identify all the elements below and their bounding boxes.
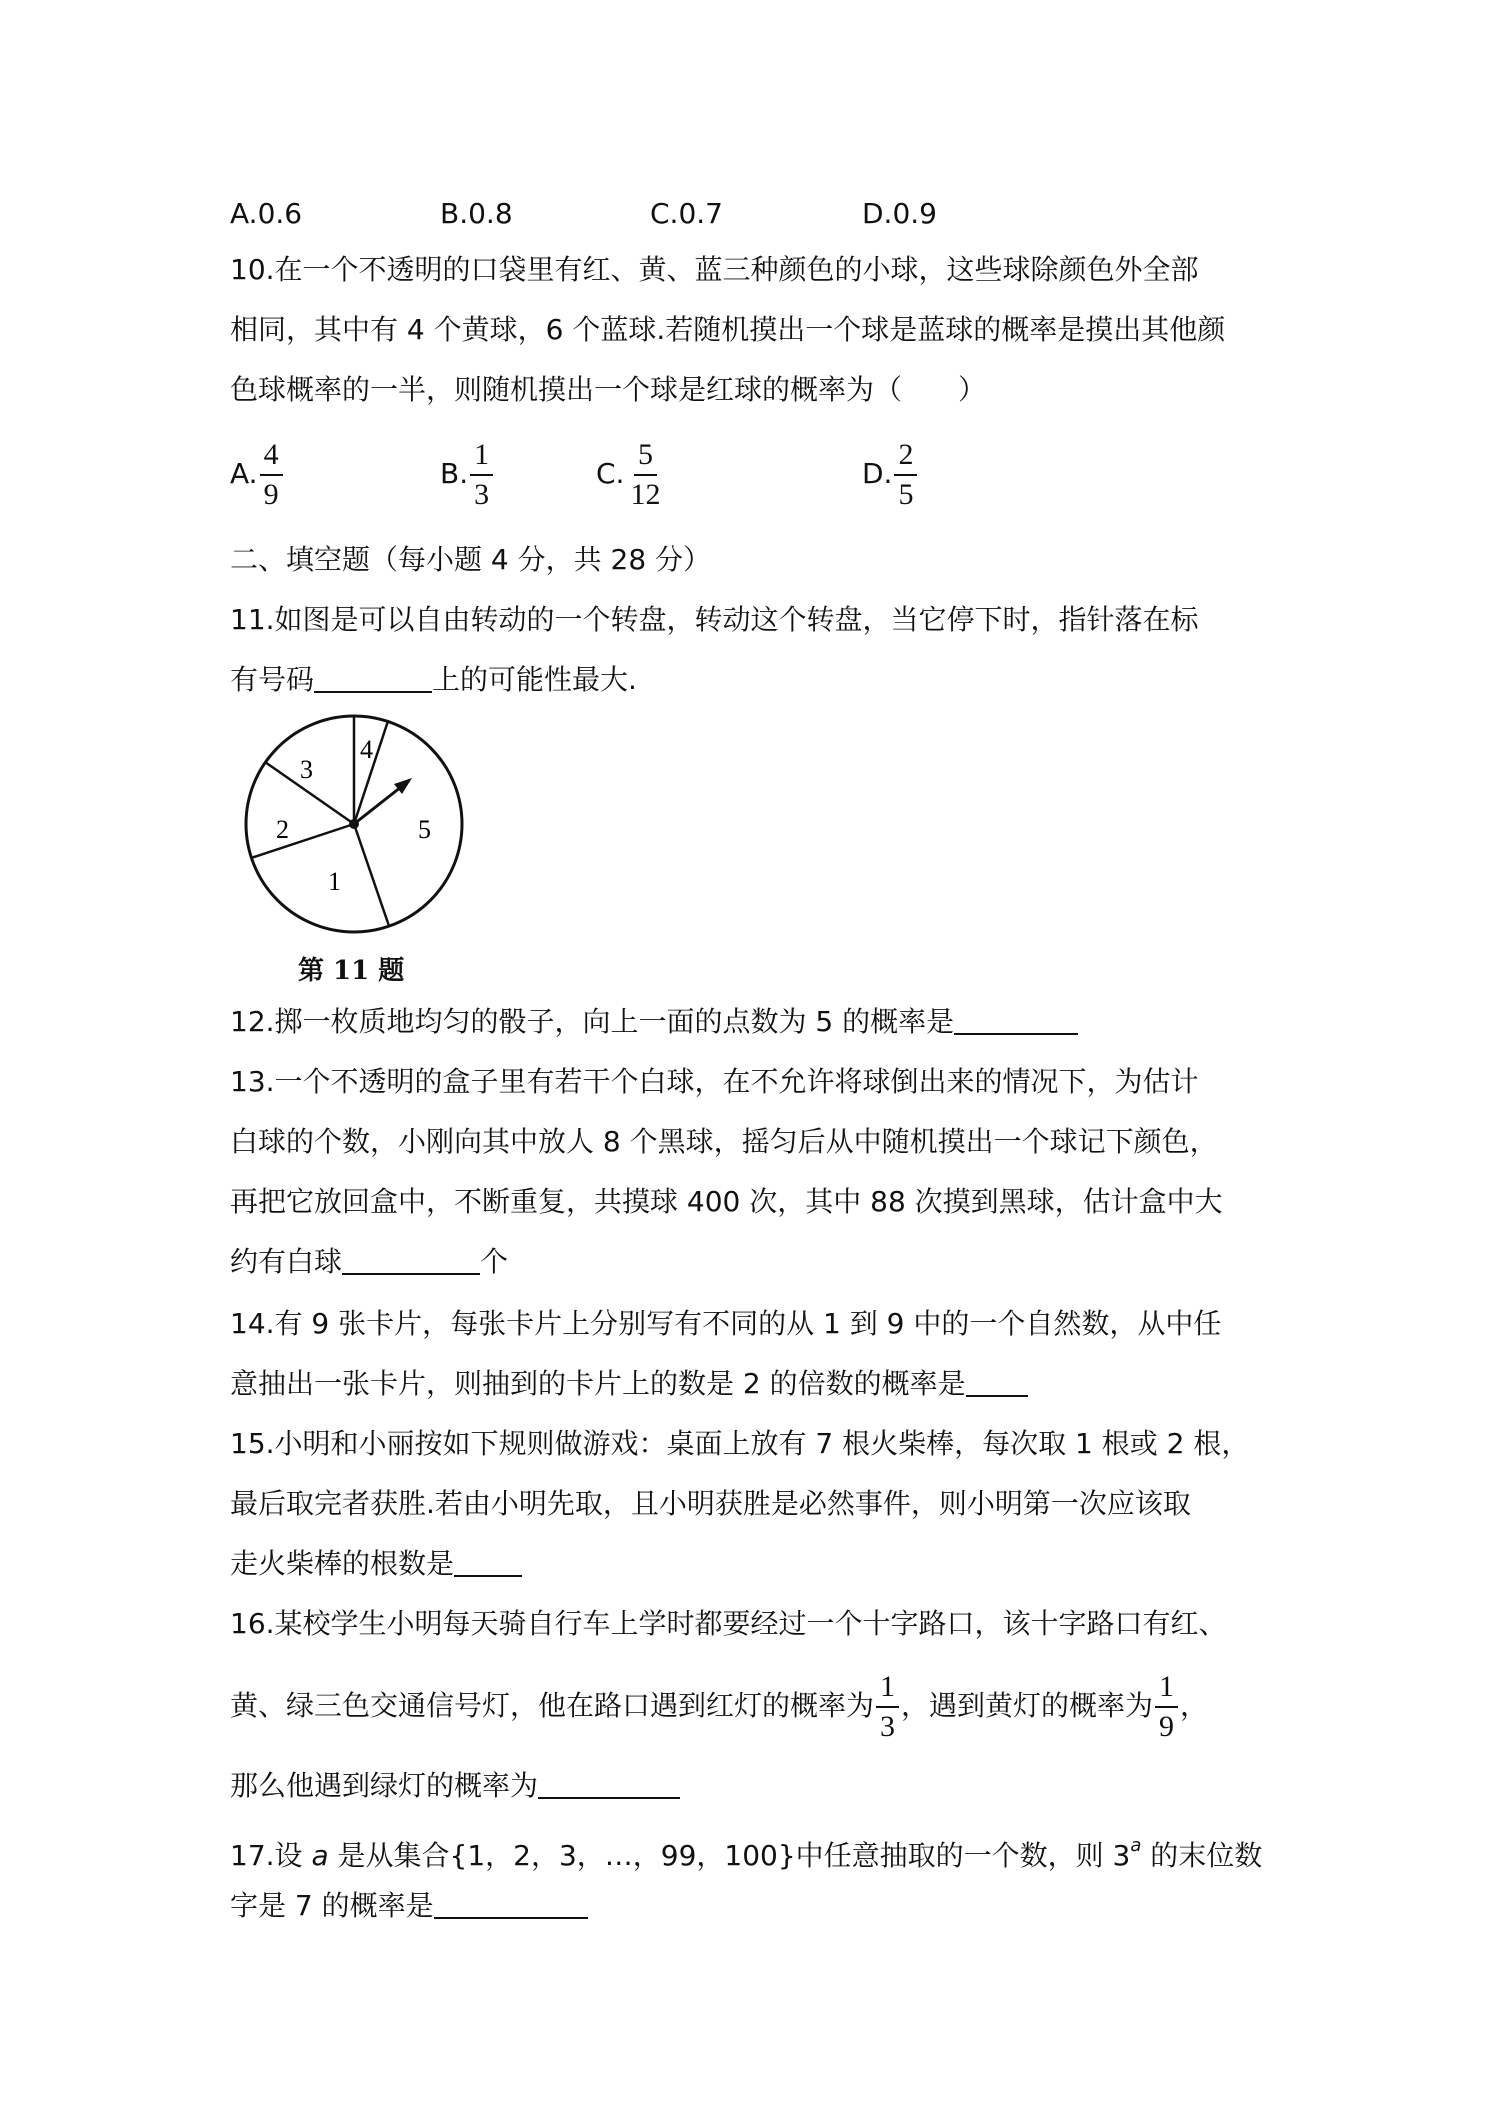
q10-option-a (230, 438, 285, 512)
option-label: C. (596, 457, 625, 490)
sector-label-3: 3 (300, 755, 313, 784)
section-title: 二、填空题（每小题 4 分，共 28 分） (230, 543, 712, 576)
numerator: 1 (876, 1670, 899, 1708)
numerator: 1 (470, 438, 493, 476)
q16-line-3 (230, 1766, 680, 1806)
q9-option-d: D.0.9 (862, 197, 937, 230)
fraction (260, 438, 283, 512)
numerator: 4 (260, 438, 283, 476)
q17-text: 字是 7 的概率是 (230, 1889, 434, 1922)
q15-line-1: 15.小明和小丽按如下规则做游戏：桌面上放有 7 根火柴棒，每次取 1 根或 2 根， (230, 1427, 1250, 1460)
sector-label-5: 5 (418, 815, 431, 844)
q10-option-c (596, 438, 666, 512)
figure-caption: 第 11 题 (298, 956, 405, 986)
spinner-divider (251, 824, 354, 858)
q13-line-2: 白球的个数，小刚向其中放人 8 个黑球，摇匀后从中随机摸出一个球记下颜色， (230, 1125, 1218, 1158)
q10-line-2: 相同，其中有 4 个黄球，6 个蓝球.若随机摸出一个球是蓝球的概率是摸出其他颜 (230, 313, 1226, 346)
q16-line-2 (230, 1668, 1208, 1744)
q12-line (230, 1002, 1078, 1042)
q17-text-3: 的末位数 (1141, 1839, 1263, 1872)
fraction (894, 438, 917, 512)
q16-text: 那么他遇到绿灯的概率为 (230, 1769, 539, 1802)
numerator: 5 (634, 438, 657, 476)
q13-text-after-blank: 个 (480, 1245, 509, 1278)
answer-blank[interactable] (966, 1365, 1028, 1397)
q10-option-d (862, 438, 919, 512)
variable-a: a (311, 1839, 329, 1872)
q15-line-2: 最后取完者获胜.若由小明先取，且小明获胜是必然事件，则小明第一次应该取 (230, 1487, 1191, 1520)
q17-text-2: 是从集合{1，2，3，…，99，100}中任意抽取的一个数，则 3 (328, 1839, 1131, 1872)
answer-blank[interactable] (342, 1243, 480, 1275)
fraction-yellow-light (1155, 1670, 1178, 1744)
q16-text-b: ，遇到黄灯的概率为 (901, 1689, 1154, 1722)
q11-line-2 (230, 660, 637, 700)
answer-blank[interactable] (434, 1887, 588, 1919)
denominator: 12 (630, 478, 661, 511)
fraction (470, 438, 493, 512)
q15-text: 走火柴棒的根数是 (230, 1547, 455, 1580)
q13-line-4 (230, 1242, 508, 1282)
q12-text: 12.掷一枚质地均匀的骰子，向上一面的点数为 5 的概率是 (230, 1005, 955, 1038)
q16-text-c: ， (1180, 1689, 1209, 1722)
fraction (626, 438, 664, 512)
option-label: A. (230, 457, 258, 490)
sector-label-4: 4 (360, 735, 373, 764)
q15-line-3 (230, 1544, 522, 1584)
answer-blank[interactable] (538, 1767, 680, 1799)
q9-option-b: B.0.8 (440, 197, 513, 230)
q13-line-1: 13.一个不透明的盒子里有若干个白球，在不允许将球倒出来的情况下，为估计 (230, 1065, 1199, 1098)
option-label: B. (440, 457, 469, 490)
spinner-figure (236, 712, 486, 982)
q14-line-2 (230, 1364, 1028, 1404)
q17-text-1: 17.设 (230, 1839, 312, 1872)
q11-line-1: 11.如图是可以自由转动的一个转盘，转动这个转盘，当它停下时，指针落在标 (230, 603, 1199, 636)
answer-blank[interactable] (954, 1003, 1078, 1035)
exponent-a: a (1130, 1835, 1142, 1856)
numerator: 1 (1155, 1670, 1178, 1708)
q14-text: 意抽出一张卡片，则抽到的卡片上的数是 2 的倍数的概率是 (230, 1367, 966, 1400)
q16-line-1: 16.某校学生小明每天骑自行车上学时都要经过一个十字路口，该十字路口有红、 (230, 1607, 1227, 1640)
q10-option-b (440, 438, 495, 512)
denominator: 9 (263, 478, 279, 511)
q16-text-a: 黄、绿三色交通信号灯，他在路口遇到红灯的概率为 (230, 1689, 875, 1722)
numerator: 2 (894, 438, 917, 476)
q14-line-1: 14.有 9 张卡片，每张卡片上分别写有不同的从 1 到 9 中的一个自然数，从中任 (230, 1307, 1222, 1340)
option-label: D. (862, 457, 893, 490)
spinner-center (349, 819, 359, 829)
denominator: 9 (1159, 1710, 1175, 1743)
spinner-divider (354, 824, 389, 926)
q13-line-3: 再把它放回盒中，不断重复，共摸球 400 次，其中 88 次摸到黑球，估计盒中大 (230, 1185, 1223, 1218)
q13-text-before-blank: 约有白球 (230, 1245, 343, 1278)
sector-label-1: 1 (328, 867, 341, 896)
q11-text-before-blank: 有号码 (230, 663, 315, 696)
denominator: 3 (880, 1710, 896, 1743)
q10-line-1: 10.在一个不透明的口袋里有红、黄、蓝三种颜色的小球，这些球除颜色外全部 (230, 253, 1199, 286)
q17-line-1 (230, 1826, 1262, 1876)
fraction-red-light (876, 1670, 899, 1744)
answer-blank[interactable] (314, 661, 432, 693)
q10-line-3: 色球概率的一半，则随机摸出一个球是红球的概率为（ ） (230, 373, 987, 406)
denominator: 3 (474, 478, 490, 511)
q11-text-after-blank: 上的可能性最大. (432, 663, 637, 696)
answer-blank[interactable] (454, 1545, 522, 1577)
sector-label-2: 2 (276, 815, 289, 844)
q9-option-c: C.0.7 (650, 197, 723, 230)
q9-option-a: A.0.6 (230, 197, 303, 230)
denominator: 5 (898, 478, 914, 511)
q17-line-2 (230, 1886, 588, 1926)
